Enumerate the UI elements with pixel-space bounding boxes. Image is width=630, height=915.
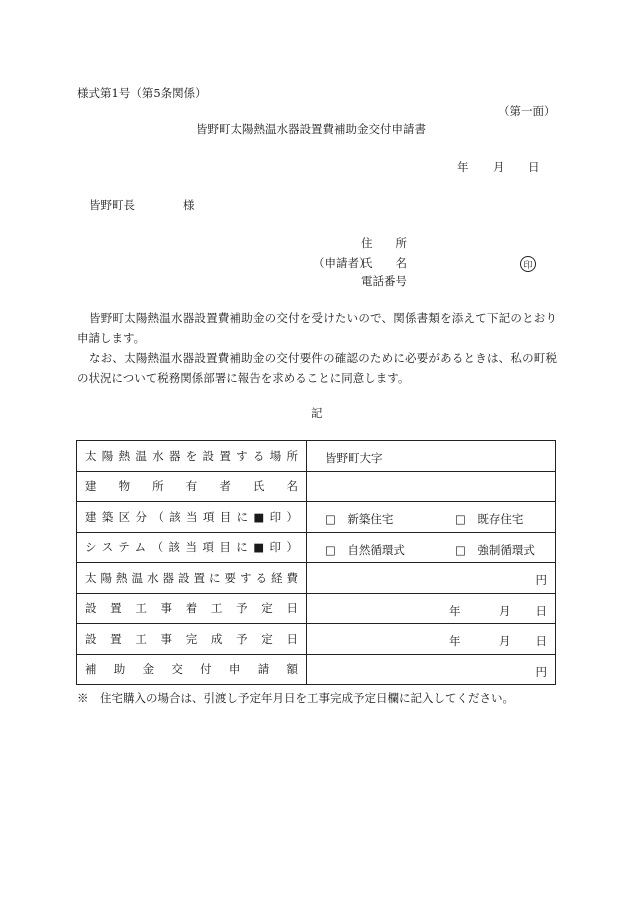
- table-row: [77, 624, 556, 655]
- row-label-owner: 建物所有者氏名: [77, 471, 307, 502]
- addressee-honorific: 様: [183, 198, 195, 212]
- owner-name-field[interactable]: [307, 471, 556, 502]
- system-type-field: [307, 532, 556, 563]
- checkbox-natural-circulation[interactable]: □ 自然循環式: [325, 542, 405, 557]
- cost-unit: 円: [535, 573, 547, 587]
- document-title: 皆野町太陽熱温水器設置費補助金交付申請書: [196, 122, 426, 136]
- row-label-amount: 補助金交付申請額: [77, 654, 307, 685]
- application-table: [76, 440, 556, 685]
- addressee-name: 皆野町長: [89, 198, 135, 212]
- applicant-phone-label: 電話番号: [361, 274, 407, 288]
- applicant-role-label: （申請者）: [313, 256, 371, 270]
- applicant-address-label: 住 所: [361, 236, 407, 250]
- checkbox-forced-circulation[interactable]: □ 強制循環式: [455, 542, 535, 557]
- checkbox-new-house[interactable]: □ 新築住宅: [325, 512, 394, 526]
- page-label: （第一面）: [498, 104, 556, 118]
- start-date-field[interactable]: [307, 593, 556, 624]
- location-prefix: 皆野町大字: [325, 451, 383, 465]
- completion-date-month: 月: [499, 634, 511, 648]
- table-row: [77, 593, 556, 624]
- start-date-year: 年: [449, 603, 461, 618]
- row-label-start-date: 設置工事着工予定日: [77, 593, 307, 624]
- body-paragraph-1: 皆野町太陽熱温水器設置費補助金の交付を受けたいので、関係書類を添えて下記のとおり申請します。: [77, 311, 557, 345]
- amount-field[interactable]: [307, 654, 556, 685]
- date-day: 日: [528, 160, 540, 174]
- footnote: ※ 住宅購入の場合は、引渡し予定年月日を工事完成予定日欄に記入してください。: [77, 691, 514, 705]
- completion-date-field[interactable]: [307, 624, 556, 655]
- completion-date-year: 年: [449, 634, 461, 648]
- table-row: [77, 441, 556, 472]
- completion-date-day: 日: [535, 634, 547, 648]
- ki-heading: 記: [311, 406, 323, 420]
- checkbox-existing-house[interactable]: □ 既存住宅: [455, 512, 524, 526]
- row-label-completion-date: 設置工事完成予定日: [77, 624, 307, 655]
- start-date-day: 日: [535, 603, 547, 618]
- date-month: 月: [493, 160, 505, 174]
- seal-mark: [520, 256, 536, 272]
- amount-unit: 円: [535, 664, 547, 679]
- location-field[interactable]: [307, 441, 556, 472]
- body-paragraph-2: なお、太陽熱温水器設置費補助金の交付要件の確認のために必要があるときは、私の町税の状況について税務関係部署に報告を求めることに同意します。: [77, 351, 557, 385]
- row-label-location: 太陽熱温水器を設置する場所: [77, 441, 307, 472]
- seal-char: 印: [523, 260, 533, 271]
- table-row: [77, 654, 556, 685]
- cost-field[interactable]: [307, 563, 556, 594]
- row-label-building-type: 建築区分（該当項目に■印）: [77, 502, 307, 533]
- table-row: [77, 471, 556, 502]
- row-label-cost: 太陽熱温水器設置に要する経費: [77, 563, 307, 594]
- row-label-system: システム（該当項目に■印）: [77, 532, 307, 563]
- table-row: [77, 563, 556, 594]
- table-row: [77, 502, 556, 533]
- building-type-field: [307, 502, 556, 533]
- form-number: 様式第1号（第5条関係）: [77, 86, 207, 100]
- applicant-name-label: 氏 名: [361, 256, 407, 270]
- start-date-month: 月: [499, 603, 511, 618]
- date-year: 年: [457, 160, 469, 174]
- table-row: [77, 532, 556, 563]
